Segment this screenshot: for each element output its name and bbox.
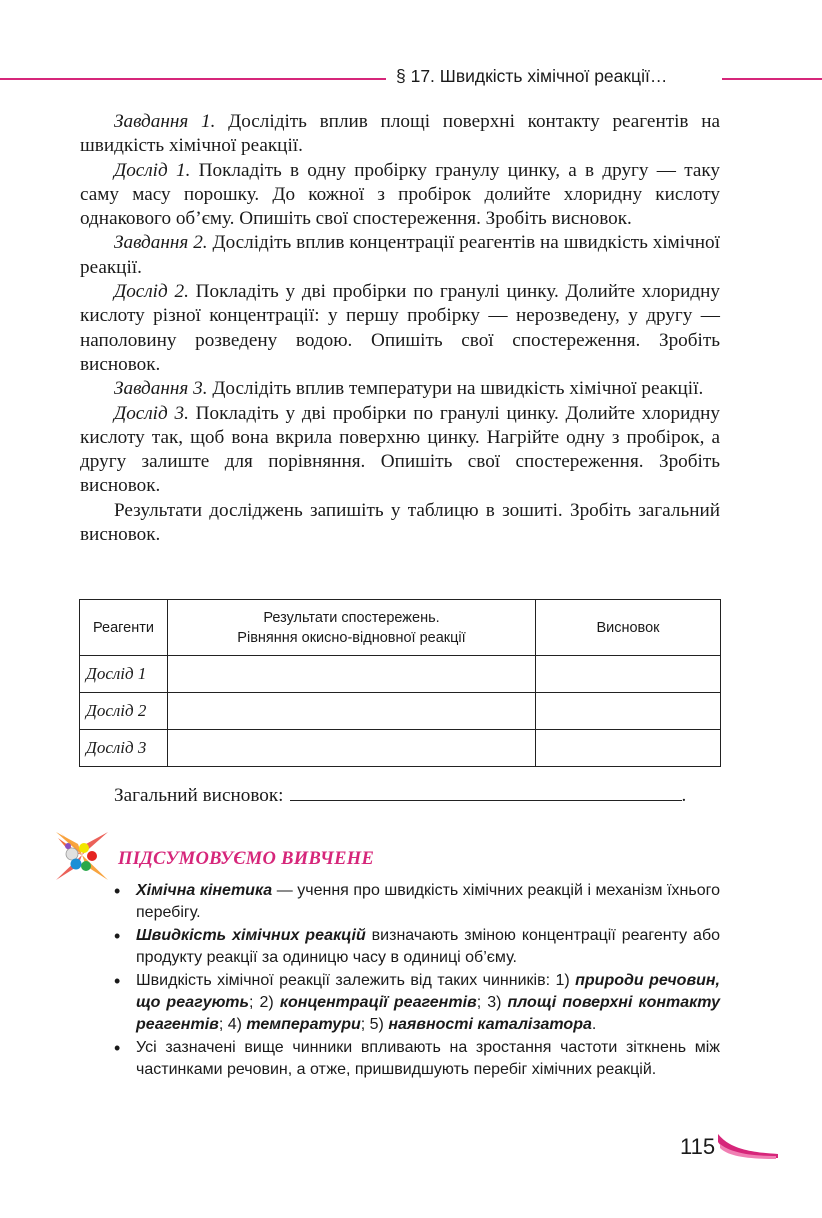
list-item (110, 970, 720, 1036)
table-row-label: Дослід 1 (80, 656, 168, 693)
list-item (110, 880, 720, 924)
task-1-label: Завдання 1. (114, 111, 216, 132)
table-cell-empty (536, 730, 721, 767)
page-number: 115 (680, 1134, 716, 1159)
summary-text: . (591, 1016, 597, 1033)
molecule-star-icon (54, 826, 110, 884)
table-cell-empty (536, 693, 721, 730)
experiment-1-text: Покладіть в одну пробірку гранулу цинку, а в другу — таку саму масу порошку. До кожної з пробірок долийте хлоридну кислоту однакового об’єму. Опишіть свої спостереження. Зробіть висновок. (80, 159, 720, 230)
table-header-row (80, 600, 721, 656)
task-3-label: Завдання 3. (114, 378, 208, 400)
summary-text: ; 3) (476, 994, 508, 1011)
general-conclusion-line (114, 782, 686, 807)
table-row-label: Дослід 3 (80, 730, 168, 767)
task-3-text: Дослідіть вплив температури на швидкість хімічної реакції. (207, 378, 704, 400)
table-cell-empty (168, 730, 536, 767)
factor-catalyst: наявності каталізатора (388, 1016, 592, 1033)
table-header-results (168, 600, 536, 656)
general-conclusion-end: . (681, 785, 687, 806)
experiment-2-text: Покладіть у дві пробірки по гранулі цинку. Долийте хлоридну кислоту різної концентрації: у першу пробірку — нерозведену, у другу — наполовину розведену водою. Опишіть свої спостереження. Зробіть висновок. (80, 281, 720, 375)
task-2-text: Дослідіть вплив концентрації реагентів на швидкість хімічної реакції. (80, 232, 720, 278)
experiment-3-label: Дослід 3. (114, 402, 189, 424)
list-item (110, 1037, 720, 1081)
task-2-label: Завдання 2. (114, 232, 208, 254)
general-conclusion-blank (290, 782, 682, 801)
summary-heading: ПІДСУМОВУЄМО ВИВЧЕНЕ (118, 849, 375, 869)
summary-text: ; 5) (360, 1016, 389, 1033)
table-header-results-line2: Рівняння окисно-відновної реакції (237, 629, 466, 646)
table-row (80, 693, 721, 730)
factor-temperature: температури (246, 1016, 361, 1033)
factor-concentration: концентрації реагентів (279, 994, 477, 1011)
summary-text: Швидкість хімічної реакції залежить від таких чинників: 1) (136, 972, 576, 989)
factor-nature: природи речовин, що реагують (136, 972, 721, 1011)
term-chemical-kinetics: Хімічна кінетика (136, 882, 273, 899)
task-2-paragraph (80, 231, 720, 280)
experiment-1-label: Дослід 1. (114, 159, 191, 181)
summary-text: ; 4) (218, 1016, 247, 1033)
table-row (80, 730, 721, 767)
experiment-3-text: Покладіть у дві пробірки по гранулі цинку. Долийте хлоридну кислоту так, щоб вона вкрила поверхню цинку. Нагрійте одну з пробірок, а другу залиште для порівняння. Опишіть свої спостереження. Зробіть висновок. (80, 402, 720, 497)
summary-text: визначають зміною концентрації реагенту або продукту реакції за одиницю часу в одиниці об’єму. (136, 927, 721, 966)
header-rule-left (0, 78, 386, 80)
table-row-label: Дослід 2 (80, 693, 168, 730)
table-cell-empty (168, 656, 536, 693)
experiment-2-paragraph (80, 280, 720, 377)
results-instruction-paragraph: Результати досліджень запишіть у таблицю в зошиті. Зробіть загальний висновок. (80, 499, 720, 546)
page-corner-swoosh-icon (718, 1128, 778, 1160)
results-table (79, 599, 721, 767)
summary-list (110, 880, 720, 1082)
experiment-1-paragraph (80, 159, 720, 232)
table-row (80, 656, 721, 693)
table-header-conclusion: Висновок (536, 600, 721, 656)
table-cell-empty (168, 693, 536, 730)
header-rule-right (722, 78, 822, 80)
general-conclusion-label: Загальний висновок: (114, 785, 284, 806)
table-cell-empty (536, 656, 721, 693)
task-1-text: Дослідіть вплив площі поверхні контакту реагентів на швидкість хімічної реакції. (80, 111, 720, 157)
main-text (80, 110, 720, 547)
task-1-paragraph (80, 110, 720, 159)
summary-text: ; 2) (248, 994, 280, 1011)
summary-text: — учення про швидкість хімічних реакцій і механізм їхнього перебігу. (136, 882, 720, 921)
table-header-reagents: Реагенти (80, 600, 168, 656)
experiment-2-label: Дослід 2. (114, 281, 189, 303)
term-reaction-rate: Швидкість хімічних реакцій (136, 927, 366, 944)
list-item (110, 925, 720, 969)
summary-text: Усі зазначені вище чинники впливають на зростання частоти зіткнень між частинками речовин, а отже, пришвидшують перебіг хімічних реакцій. (136, 1039, 720, 1078)
experiment-3-paragraph (80, 402, 720, 499)
running-header-title: § 17. Швидкість хімічної реакції… (396, 66, 668, 86)
factor-surface-area: площі поверхні контакту реагентів (136, 994, 720, 1033)
table-header-results-line1: Результати спостережень. (263, 609, 440, 626)
task-3-paragraph (80, 377, 720, 401)
